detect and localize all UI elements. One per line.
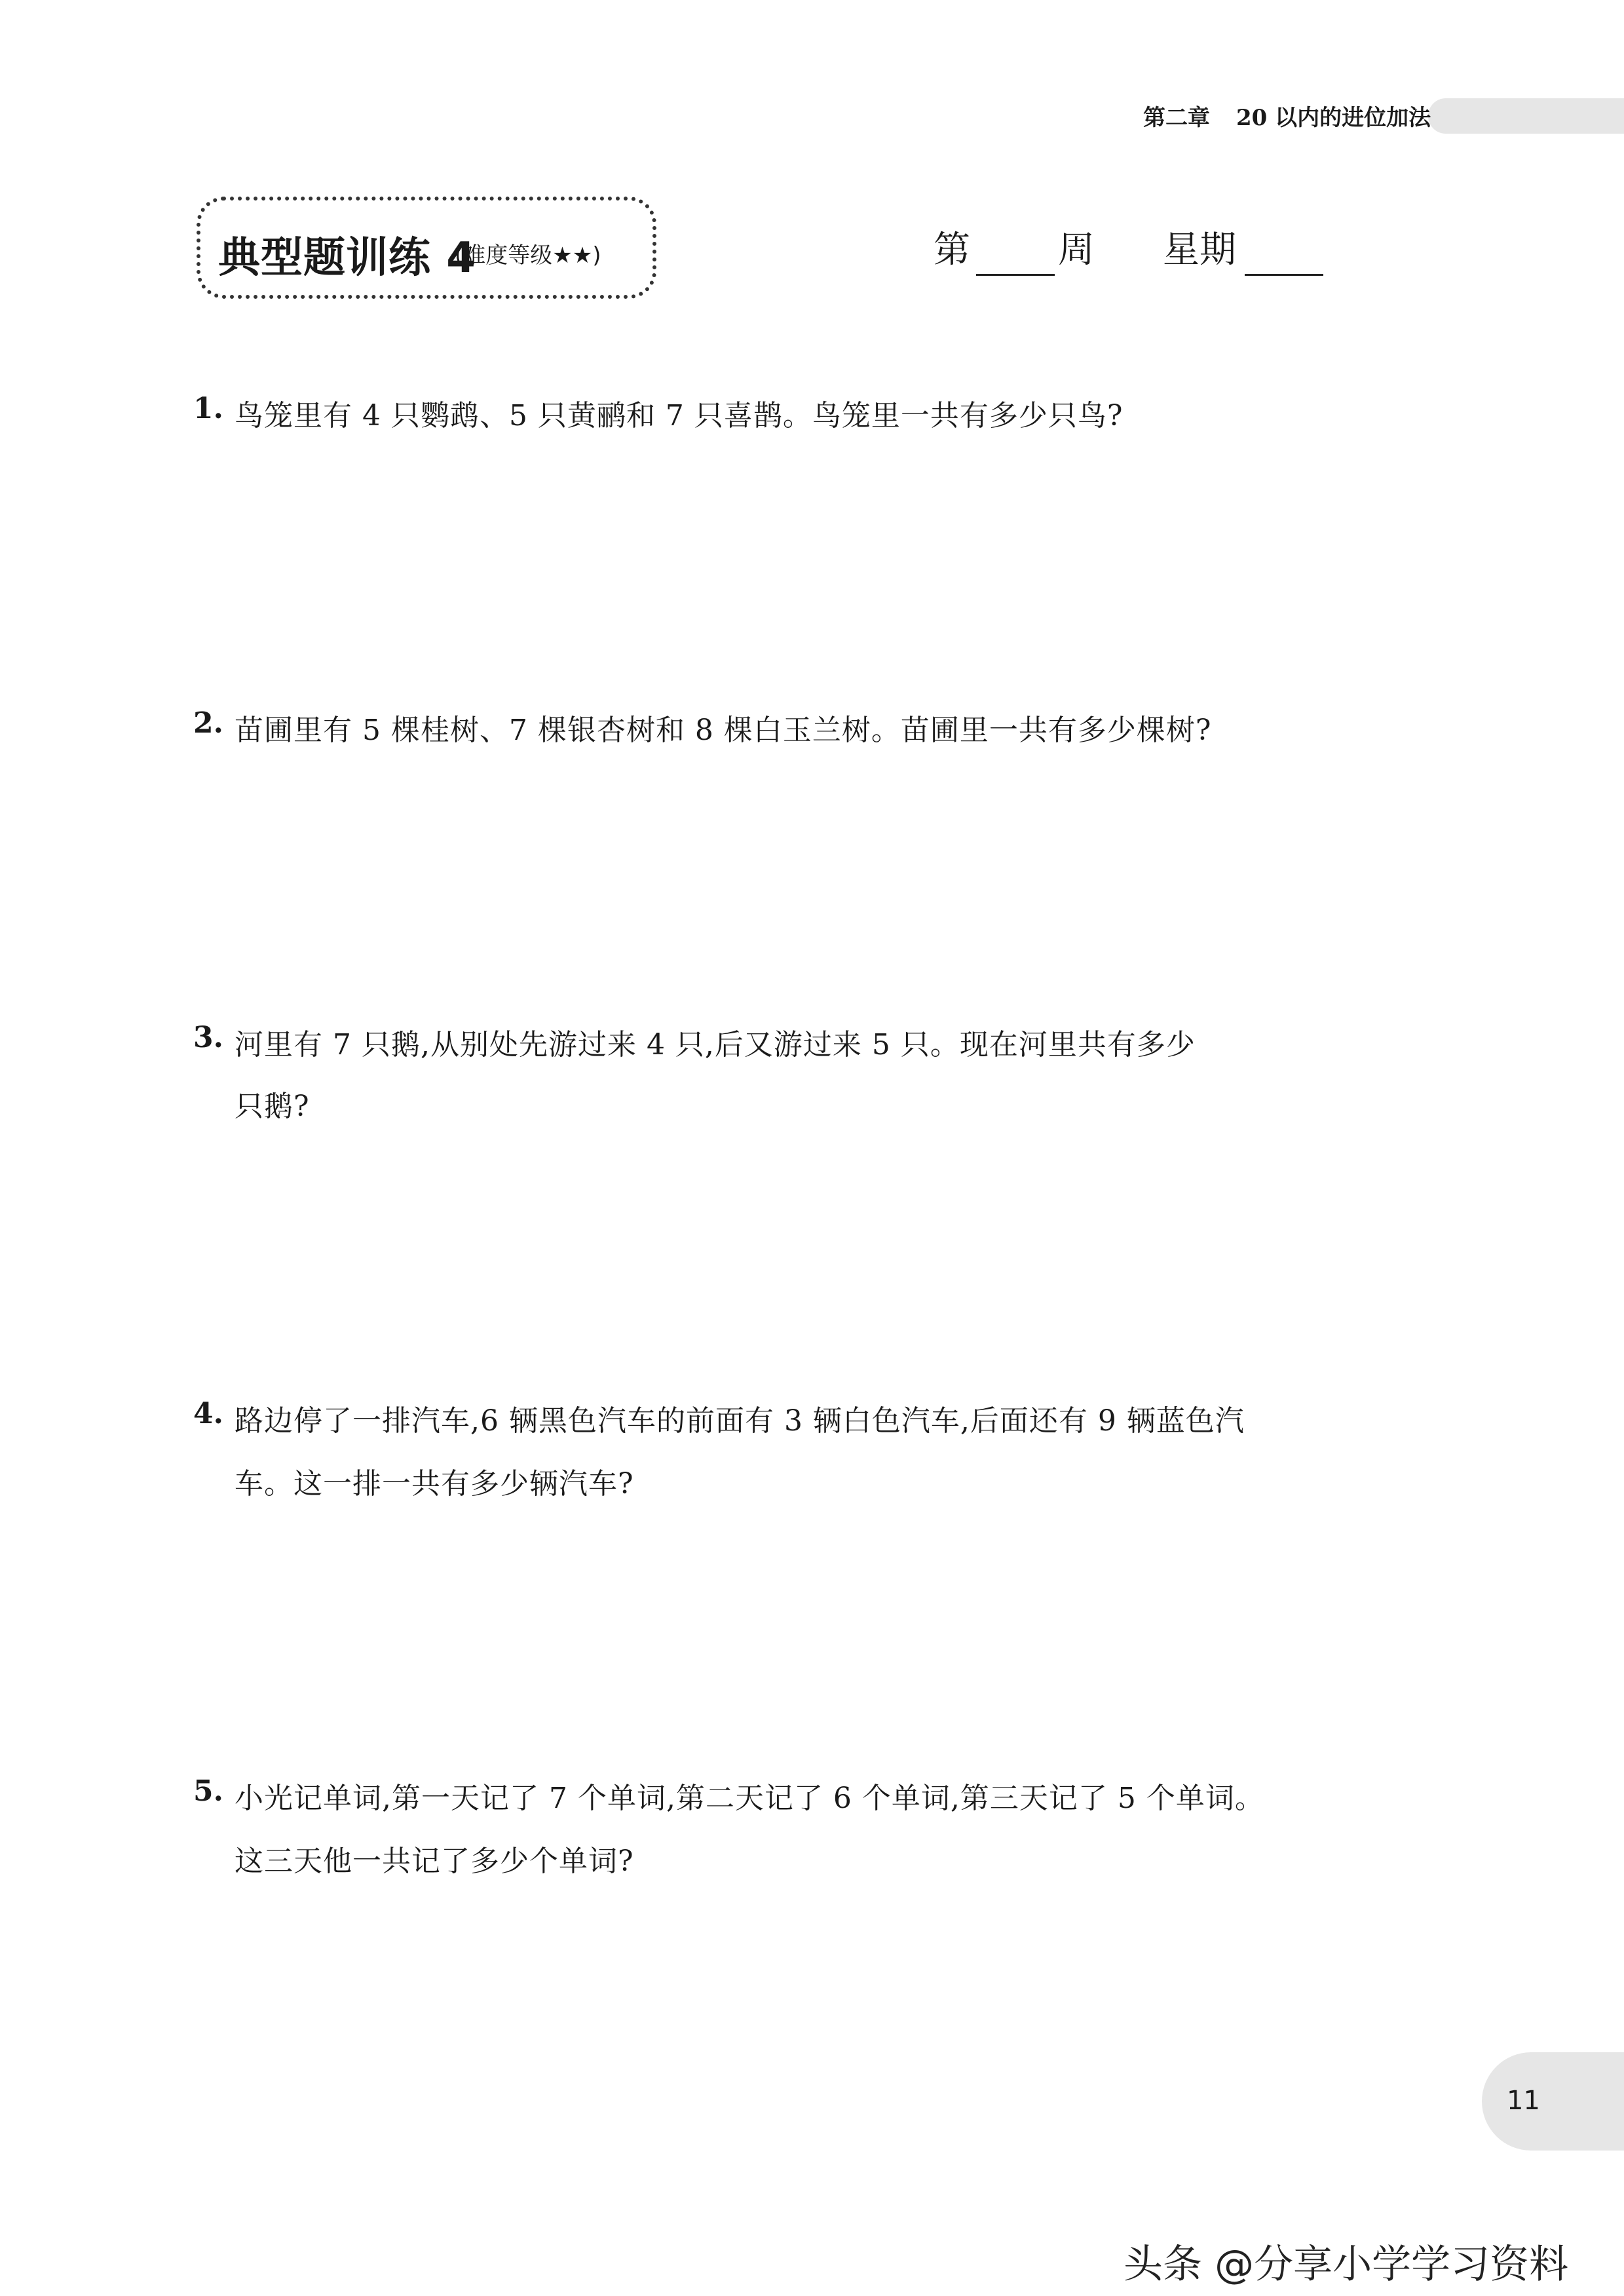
question-text-line-2: 只鹅? [235,1090,310,1123]
question-text-line-1: 小光记单词,第一天记了 7 个单词,第二天记了 6 个单词,第三天记了 5 个单词。 [235,1782,1264,1815]
question-number: 3. [193,1021,223,1054]
question-number: 4. [193,1397,223,1430]
page-number-tab [1482,2052,1624,2151]
weekday-label: 星期 [1163,229,1236,271]
question-text: 苗圃里有 5 棵桂树、7 棵银杏树和 8 棵白玉兰树。苗圃里一共有多少棵树? [235,714,1212,747]
question-text-line-2: 车。这一排一共有多少辆汽车? [235,1467,634,1501]
week-blank [976,274,1055,276]
question-text-line-1: 路边停了一排汽车,6 辆黑色汽车的前面有 3 辆白色汽车,后面还有 9 辆蓝色汽 [235,1404,1245,1438]
question-text: 鸟笼里有 4 只鹦鹉、5 只黄鹂和 7 只喜鹊。鸟笼里一共有多少只鸟? [235,399,1124,432]
question-number: 5. [193,1774,223,1808]
chapter-title: 20 以内的进位加法 [1236,105,1431,131]
question-text-line-2: 这三天他一共记了多少个单词? [235,1845,634,1878]
week-prefix: 第 [934,229,970,271]
weekday-blank [1245,274,1323,276]
watermark-text: 头条 @分享小学学习资料 [1124,2242,1569,2287]
chapter-header [1143,100,1431,132]
question-number: 2. [193,706,223,740]
question-text-line-1: 河里有 7 只鹅,从别处先游过来 4 只,后又游过来 5 只。现在河里共有多少 [235,1028,1196,1062]
page-title: 典型题训练 4 [218,234,476,282]
page-number: 11 [1507,2086,1540,2116]
difficulty-label: (难度等级★★) [455,242,601,269]
chapter-number: 第二章 [1143,105,1210,131]
question-number: 1. [193,392,223,425]
header-tab-background [1428,98,1624,134]
week-suffix: 周 [1058,229,1095,271]
